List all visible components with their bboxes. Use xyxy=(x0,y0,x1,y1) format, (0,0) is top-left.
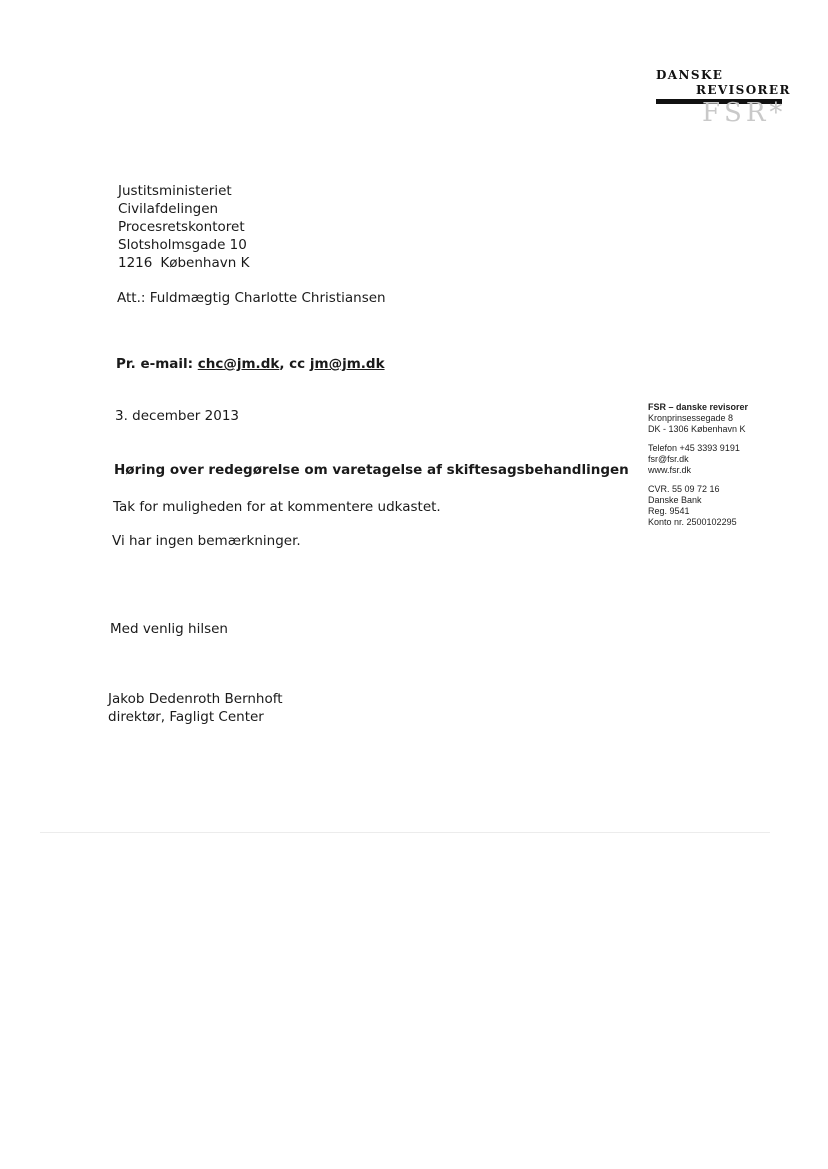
sender-account: Konto nr. 2500102295 xyxy=(648,517,737,527)
logo-mark: FSR* xyxy=(702,98,787,128)
scan-divider xyxy=(40,832,770,833)
email-line xyxy=(116,356,385,372)
signature-title: direktør, Fagligt Center xyxy=(108,709,264,725)
recipient-zip: 1216 xyxy=(118,255,153,271)
letter-date: 3. december 2013 xyxy=(115,408,239,424)
logo-line-2: REVISORER xyxy=(696,83,791,97)
recipient-address xyxy=(118,182,249,272)
sender-bank: Danske Bank xyxy=(648,495,702,505)
body-paragraph-2: Vi har ingen bemærkninger. xyxy=(112,533,301,549)
sender-phone: Telefon +45 3393 9191 xyxy=(648,443,740,453)
attention-line: Att.: Fuldmægtig Charlotte Christiansen xyxy=(117,290,386,306)
recipient-line: Procesretskontoret xyxy=(118,219,245,235)
recipient-line: Civilafdelingen xyxy=(118,201,219,217)
email-prefix: Pr. e-mail: xyxy=(116,356,194,372)
sender-city: DK - 1306 København K xyxy=(648,424,746,434)
logo-line-1: DANSKE xyxy=(656,68,724,82)
body-paragraph-1: Tak for muligheden for at kommentere udkastet. xyxy=(113,499,441,515)
sender-cvr: CVR. 55 09 72 16 xyxy=(648,484,720,494)
email-cc-link[interactable]: jm@jm.dk xyxy=(309,356,385,372)
sender-web-link[interactable]: www.fsr.dk xyxy=(648,465,692,475)
sender-reg: Reg. 9541 xyxy=(648,506,690,516)
recipient-line: Slotsholmsgade 10 xyxy=(118,237,247,253)
letter-subject: Høring over redegørelse om varetagelse af skiftesagsbehandlingen xyxy=(114,462,629,478)
fsr-logo xyxy=(650,66,791,130)
sender-email-link[interactable]: fsr@fsr.dk xyxy=(648,454,689,464)
email-cc-label: , cc xyxy=(279,356,306,372)
recipient-city-line xyxy=(118,254,249,272)
closing-greeting: Med venlig hilsen xyxy=(110,621,228,637)
spacer xyxy=(648,435,748,443)
spacer xyxy=(648,476,748,484)
sender-info xyxy=(648,402,748,528)
sender-street: Kronprinsessegade 8 xyxy=(648,413,734,423)
email-primary-link[interactable]: chc@jm.dk xyxy=(197,356,280,372)
signature-name: Jakob Dedenroth Bernhoft xyxy=(108,691,283,707)
recipient-city: København K xyxy=(160,255,250,271)
sender-name: FSR – danske revisorer xyxy=(648,402,749,412)
recipient-line: Justitsministeriet xyxy=(118,183,232,199)
